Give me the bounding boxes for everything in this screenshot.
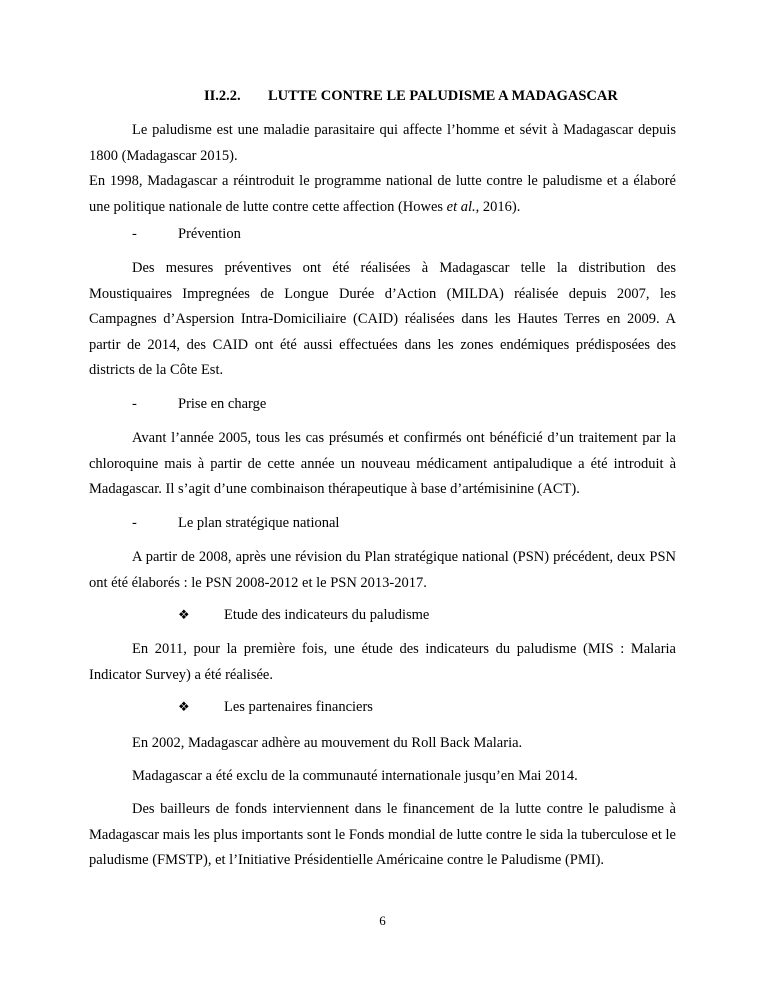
dash-bullet: - [132,226,137,242]
subsection-prevention [132,226,241,243]
paragraph-program-end: , 2016). [475,198,521,215]
dash-bullet: - [132,396,137,412]
subsection-label: Les partenaires financiers [224,699,373,715]
section-title: LUTTE CONTRE LE PALUDISME A MADAGASCAR [268,88,618,104]
subsection-prise-en-charge [132,396,266,413]
page-number: 6 [379,913,386,928]
subsection-etude-indicateurs [178,607,429,624]
paragraph-intro: Le paludisme est une maladie parasitaire qui affecte l’homme et sévit à Madagascar depuis 1800 (Madagascar 2015). [89,122,676,164]
diamond-bullet-icon: ❖ [178,699,190,714]
paragraph-treatment: Avant l’année 2005, tous les cas présumés et confirmés ont bénéficié d’un traitement par la chloroquine mais à partir de cette année un nouveau médicament antipaludique a été introduit à Madagascar. Il s’agit d’une combinaison thérapeutique à base d’artémisinine (ACT). [89,430,676,497]
diamond-bullet-icon: ❖ [178,607,190,622]
subsection-label: Prévention [178,226,241,242]
subsection-label: Etude des indicateurs du paludisme [224,607,430,623]
subsection-label: Le plan stratégique national [178,515,340,531]
section-number: II.2.2. [204,88,241,104]
paragraph-funders: Des bailleurs de fonds interviennent dans le financement de la lutte contre le paludisme à Madagascar mais les plus importants sont le Fonds mondial de lutte contre le sida la tuberculose et le paludisme (FMSTP), et l’Initiative Présidentielle Américaine contre le Paludisme (PMI). [89,801,676,868]
paragraph-mis: En 2011, pour la première fois, une étude des indicateurs du paludisme (MIS : Malaria Indicator Survey) a été réalisée. [89,641,676,683]
paragraph-prevention: Des mesures préventives ont été réalisées à Madagascar telle la distribution des Moustiquaires Impregnées de Longue Durée d’Action (MILDA) réalisée depuis 2007, les Campagnes d’Aspersion Intra-Domiciliaire (CAID) réalisées dans les Hautes Terres en 2009. A partir de 2014, des CAID ont été aussi effectuées dans les zones endémiques prédisposées des districts de la Côte Est. [89,260,676,378]
paragraph-roll-back-malaria: En 2002, Madagascar adhère au mouvement du Roll Back Malaria. [132,735,523,751]
paragraph-program-text: En 1998, Madagascar a réintroduit le programme national de lutte contre le paludisme et a élaboré une politique nationale de lutte contre cette affection (Howes [89,173,676,215]
dash-bullet: - [132,515,137,531]
paragraph-program [89,169,676,220]
paragraph-psn: A partir de 2008, après une révision du Plan stratégique national (PSN) précédent, deux PSN ont été élaborés : le PSN 2008-2012 et le PSN 2013-2017. [89,549,676,591]
section-heading [204,88,618,105]
paragraph-exclusion: Madagascar a été exclu de la communauté internationale jusqu’en Mai 2014. [132,768,578,784]
citation-et-al: et al. [446,198,476,215]
subsection-plan-strategique [132,515,339,532]
subsection-partenaires [178,699,373,716]
subsection-label: Prise en charge [178,396,267,412]
